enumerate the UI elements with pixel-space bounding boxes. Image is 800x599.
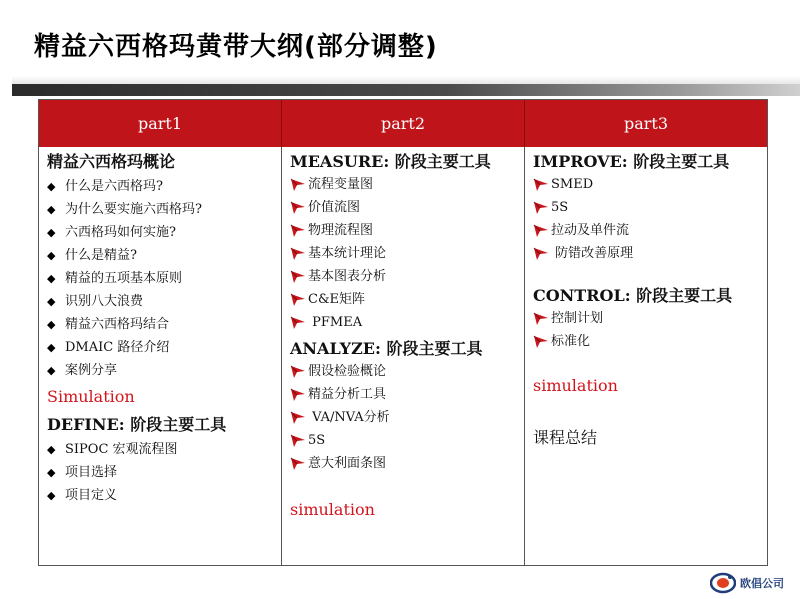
list-item [533, 330, 763, 353]
list-item-label: 什么是六西格玛? [65, 179, 163, 194]
arrow-bullet-icon [533, 312, 549, 326]
header-part3: part3 [524, 100, 767, 147]
company-logo [710, 570, 798, 596]
list-item [290, 429, 520, 452]
list-item-label: 基本图表分析 [308, 269, 387, 284]
arrow-bullet-icon [290, 388, 306, 402]
list-item [533, 219, 763, 242]
part1-topic-list [47, 175, 277, 382]
list-item-label: 六西格玛如何实施? [65, 225, 176, 240]
part3-simulation: simulation [533, 376, 618, 395]
list-item [47, 221, 277, 244]
list-item [290, 288, 520, 311]
diamond-bullet-icon: ◆ [47, 295, 56, 308]
list-item-label: C&E矩阵 [308, 292, 366, 307]
measure-tool-list [290, 173, 520, 334]
outline-table [38, 99, 768, 566]
part3-column [524, 147, 767, 566]
diamond-bullet-icon: ◆ [47, 341, 56, 354]
list-item [47, 267, 277, 290]
list-item-label: 控制计划 [551, 311, 604, 326]
table-header-row [39, 100, 767, 147]
logo-mark-icon [710, 572, 736, 594]
list-item-label: 基本统计理论 [308, 246, 387, 261]
course-summary: 课程总结 [533, 428, 598, 447]
list-item-label: 防错改善原理 [551, 246, 634, 261]
diamond-bullet-icon: ◆ [47, 466, 56, 479]
list-item-label: 5S [308, 433, 326, 448]
list-item-label: 精益六西格玛结合 [65, 317, 170, 332]
list-item-label: 流程变量图 [308, 177, 374, 192]
list-item [47, 359, 277, 382]
part1-column [39, 147, 281, 566]
arrow-bullet-icon [533, 201, 549, 215]
arrow-bullet-icon [290, 293, 306, 307]
list-item [47, 336, 277, 359]
list-item [290, 452, 520, 475]
list-item-label: 精益分析工具 [308, 387, 387, 402]
arrow-bullet-icon [290, 316, 306, 330]
improve-tool-list [533, 173, 763, 265]
list-item [290, 383, 520, 406]
header-part1: part1 [137, 114, 183, 133]
diamond-bullet-icon: ◆ [47, 203, 56, 216]
diamond-bullet-icon: ◆ [47, 489, 56, 502]
list-item [47, 484, 277, 507]
part2-simulation: simulation [290, 500, 375, 519]
list-item [290, 311, 520, 334]
list-item [47, 461, 277, 484]
list-item [290, 173, 520, 196]
list-item-label: SMED [551, 177, 594, 192]
list-item [290, 360, 520, 383]
list-item-label: DMAIC 路径介绍 [65, 340, 170, 355]
list-item-label: 假设检验概论 [308, 364, 387, 379]
list-item-label: 标准化 [551, 334, 591, 349]
define-tool-list [47, 438, 277, 507]
logo-text: 欧倡公司 [740, 577, 784, 590]
list-item-label: 识别八大浪费 [65, 294, 144, 309]
diamond-bullet-icon: ◆ [47, 443, 56, 456]
arrow-bullet-icon [290, 201, 306, 215]
list-item-label: 什么是精益? [65, 248, 137, 263]
diamond-bullet-icon: ◆ [47, 249, 56, 262]
arrow-bullet-icon [290, 224, 306, 238]
list-item [290, 242, 520, 265]
list-item [533, 173, 763, 196]
list-item-label: 5S [551, 200, 569, 215]
arrow-bullet-icon [290, 247, 306, 261]
arrow-bullet-icon [290, 178, 306, 192]
list-item [533, 307, 763, 330]
control-tool-list [533, 307, 763, 353]
list-item-label: 精益的五项基本原则 [65, 271, 183, 286]
list-item [533, 242, 763, 265]
part1-simulation: Simulation [47, 387, 135, 406]
list-item [47, 438, 277, 461]
list-item-label: 项目定义 [65, 488, 118, 503]
list-item [290, 265, 520, 288]
list-item [47, 175, 277, 198]
diamond-bullet-icon: ◆ [47, 180, 56, 193]
measure-section-title: MEASURE: 阶段主要工具 [290, 152, 491, 171]
title-rule [12, 84, 800, 96]
part1-section-title: 精益六西格玛概论 [47, 152, 176, 171]
list-item [533, 196, 763, 219]
arrow-bullet-icon [290, 411, 306, 425]
control-section-title: CONTROL: 阶段主要工具 [533, 286, 733, 305]
title-rule-highlight [12, 76, 800, 84]
arrow-bullet-icon [290, 270, 306, 284]
improve-section-title: IMPROVE: 阶段主要工具 [533, 152, 730, 171]
list-item-label: 为什么要实施六西格玛? [65, 202, 202, 217]
list-item-label: SIPOC 宏观流程图 [65, 442, 178, 457]
define-section-title: DEFINE: 阶段主要工具 [47, 415, 227, 434]
arrow-bullet-icon [533, 335, 549, 349]
list-item-label: VA/NVA分析 [308, 410, 390, 425]
diamond-bullet-icon: ◆ [47, 318, 56, 331]
diamond-bullet-icon: ◆ [47, 226, 56, 239]
analyze-section-title: ANALYZE: 阶段主要工具 [290, 339, 483, 358]
header-part2: part2 [281, 100, 524, 147]
list-item [290, 196, 520, 219]
arrow-bullet-icon [290, 434, 306, 448]
list-item [47, 313, 277, 336]
list-item [290, 219, 520, 242]
analyze-tool-list [290, 360, 520, 475]
list-item-label: 物理流程图 [308, 223, 374, 238]
list-item [290, 406, 520, 429]
list-item-label: 意大利面条图 [308, 456, 387, 471]
list-item-label: 项目选择 [65, 465, 118, 480]
table-body-row [39, 147, 767, 566]
arrow-bullet-icon [533, 247, 549, 261]
arrow-bullet-icon [290, 457, 306, 471]
arrow-bullet-icon [533, 178, 549, 192]
slide-title: 精益六西格玛黄带大纲(部分调整) [34, 32, 438, 62]
part2-column [281, 147, 524, 566]
list-item-label: 拉动及单件流 [551, 223, 630, 238]
list-item [47, 198, 277, 221]
diamond-bullet-icon: ◆ [47, 364, 56, 377]
arrow-bullet-icon [290, 365, 306, 379]
list-item-label: PFMEA [308, 315, 363, 330]
list-item [47, 290, 277, 313]
list-item-label: 价值流图 [308, 200, 361, 215]
list-item-label: 案例分享 [65, 363, 118, 378]
list-item [47, 244, 277, 267]
diamond-bullet-icon: ◆ [47, 272, 56, 285]
arrow-bullet-icon [533, 224, 549, 238]
